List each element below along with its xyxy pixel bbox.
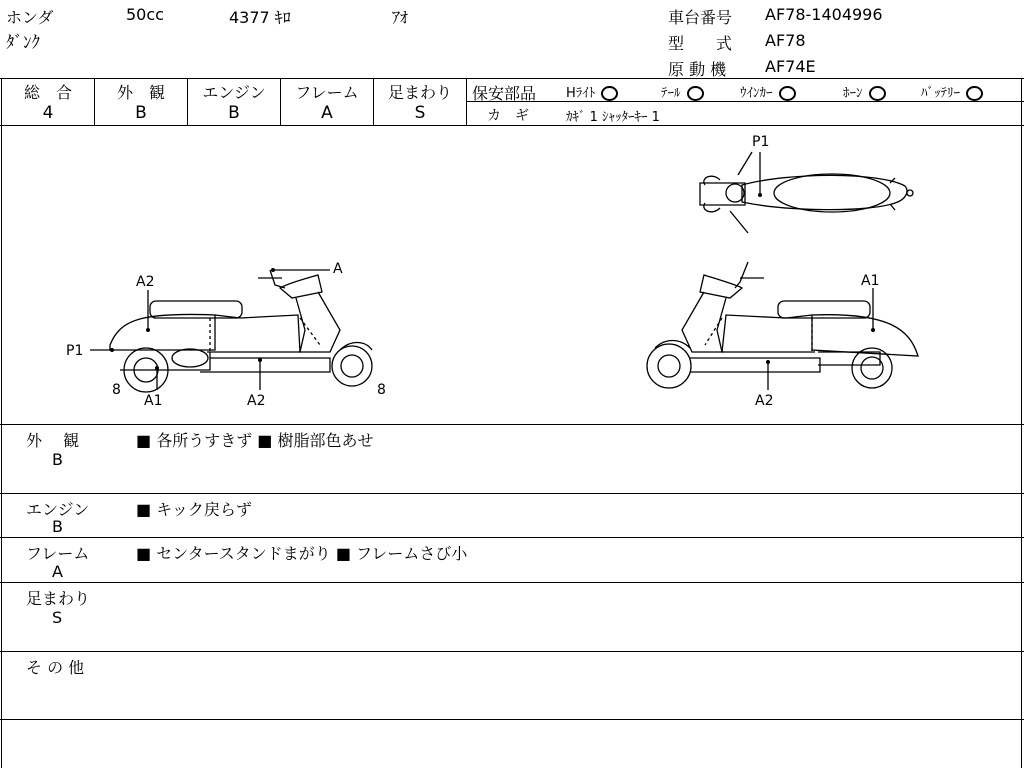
mark-left-a1: A1 <box>144 393 163 409</box>
remark-label-frame: フレーム <box>26 544 90 563</box>
mark-right-a1: A1 <box>861 273 880 289</box>
damage-diagram <box>0 126 1024 424</box>
divider <box>0 719 1024 720</box>
remark-grade-frame: A <box>52 562 63 581</box>
maker: ホンダ <box>6 8 54 27</box>
mark-left-a2-lower: A2 <box>247 393 266 409</box>
frame-no: AF78-1404996 <box>765 5 883 24</box>
grade-value-suspension: S <box>414 103 426 123</box>
top-view-scooter <box>700 152 913 233</box>
keys-value: ｶｷﾞ 1 ｼｬｯﾀｰｷｰ 1 <box>566 110 660 125</box>
divider <box>0 582 1024 583</box>
mark-right-a2: A2 <box>755 393 774 409</box>
model-name: ﾀﾞﾝｸ <box>6 33 40 53</box>
grade-value-frame: A <box>321 103 333 123</box>
safety-item-tail: ﾃｰﾙ <box>661 82 704 101</box>
divider <box>466 78 467 125</box>
divider <box>466 101 1024 102</box>
grade-label-exterior: 外 観 <box>116 83 165 102</box>
type-value: AF78 <box>765 31 806 50</box>
remark-label-exterior: 外 観 <box>26 431 80 450</box>
ok-circle-icon <box>869 86 886 101</box>
safety-item-winker: ｳｲﾝｶｰ <box>740 82 796 101</box>
remark-grade-engine: B <box>52 517 63 536</box>
remark-notes-engine: ■ キック戻らず <box>136 500 252 519</box>
ok-circle-icon <box>601 86 618 101</box>
mark-left-a: A <box>333 261 343 277</box>
mark-left-p1: P1 <box>66 343 84 359</box>
divider <box>0 537 1024 538</box>
grade-label-frame: フレーム <box>295 83 359 102</box>
remark-grade-exterior: B <box>52 450 63 469</box>
remark-label-other: そ の 他 <box>26 658 85 677</box>
remark-label-engine: エンジン <box>26 500 90 519</box>
engine-label: 原 動 機 <box>668 60 727 79</box>
divider <box>0 493 1024 494</box>
keys-label: カ ギ <box>487 108 529 124</box>
mark-left-8-rear: 8 <box>377 382 386 398</box>
safety-item-battery: ﾊﾞｯﾃﾘｰ <box>921 82 983 101</box>
mark-left-8-front: 8 <box>112 382 121 398</box>
grade-label-engine: エンジン <box>202 83 266 102</box>
type-label: 型 式 <box>668 34 733 53</box>
divider <box>0 651 1024 652</box>
mark-top-p1: P1 <box>752 134 770 150</box>
mark-left-a2: A2 <box>136 274 155 290</box>
ok-circle-icon <box>779 86 796 101</box>
safety-item-horn: ﾎｰﾝ <box>843 82 886 101</box>
ok-circle-icon <box>687 86 704 101</box>
divider <box>0 78 1024 79</box>
divider <box>0 424 1024 425</box>
mileage: 4377 ｷﾛ <box>229 8 291 27</box>
grade-value-total: 4 <box>42 103 54 123</box>
grade-label-total: 総 合 <box>23 83 72 102</box>
remark-notes-frame: ■ センタースタンドまがり ■ フレームさび小 <box>136 544 468 563</box>
safety-item-headlight: Hﾗｲﾄ <box>566 82 618 101</box>
remark-notes-exterior: ■ 各所うすきず ■ 樹脂部色あせ <box>136 431 374 450</box>
ok-circle-icon <box>966 86 983 101</box>
grade-label-suspension: 足まわり <box>387 83 452 102</box>
engine-value: AF74E <box>765 57 816 76</box>
safety-parts-label: 保安部品 <box>472 84 537 103</box>
color: ｱｵ <box>392 8 409 27</box>
remark-label-suspension: 足まわり <box>26 589 91 608</box>
frame-no-label: 車台番号 <box>668 8 733 27</box>
grade-value-engine: B <box>228 103 240 123</box>
displacement: 50cc <box>126 5 164 24</box>
remark-grade-suspension: S <box>52 608 63 627</box>
grade-value-exterior: B <box>135 103 147 123</box>
